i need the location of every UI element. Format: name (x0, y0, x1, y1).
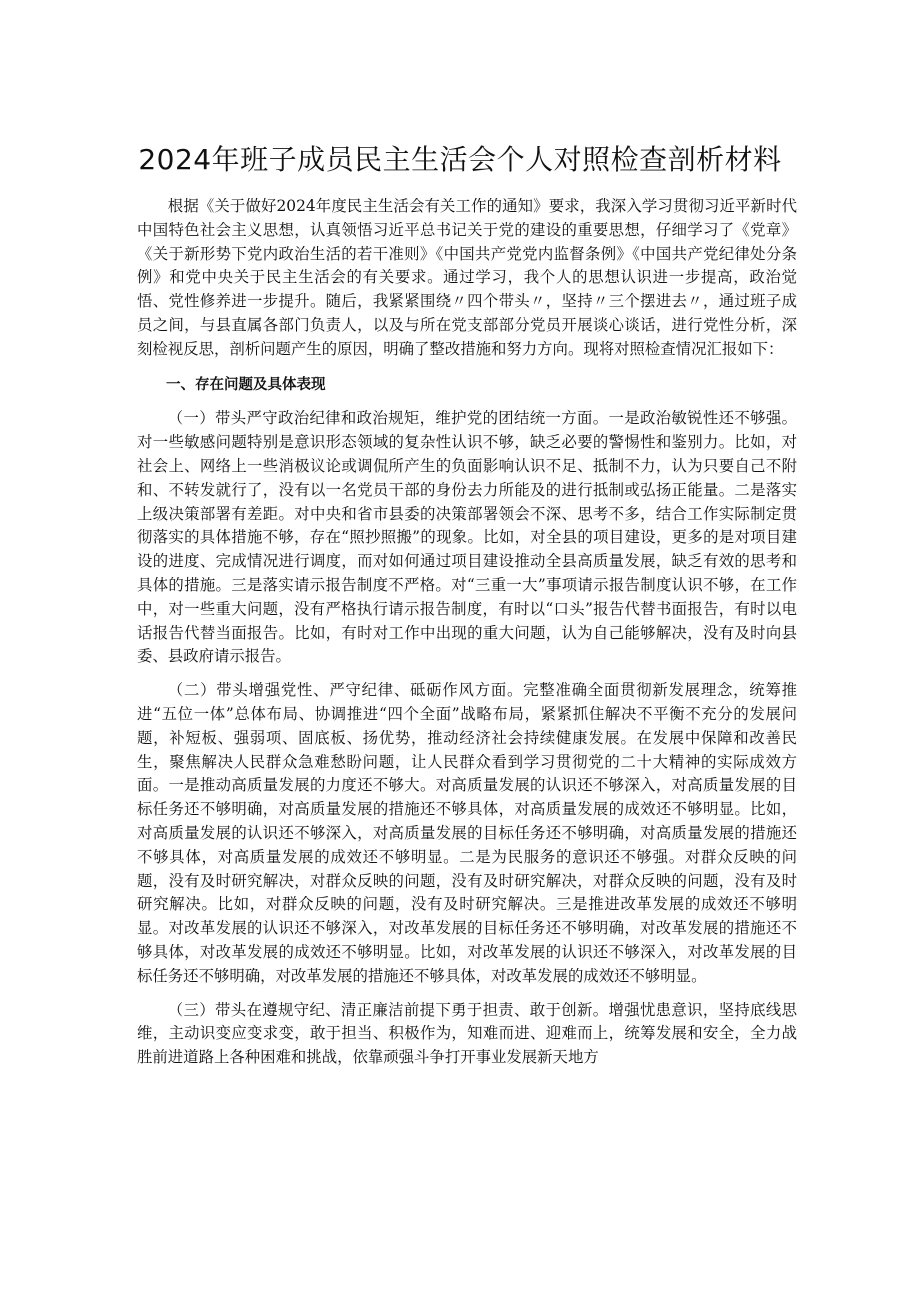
document-title: 2024年班子成员民主生活会个人对照检查剖析材料 (138, 143, 782, 176)
section-heading-problems: 一、存在问题及具体表现 (166, 376, 326, 393)
paragraph-party-spirit: （二）带头增强党性、严守纪律、砥砺作风方面。完整准确全面贯彻新发展理念，统筹推进“五位一体”总体布局、协调推进“四个全面”战略布局，紧紧抓住解决不平衡不充分的发展问题，补短板、强弱项、固底板、扬优势，推动经济社会持续健康发展。在发展中保障和改善民生，聚焦解决人民群众急难愁盼问题，让人民群众看到学习贯彻党的二十大精神的实际成效方面。一是推动高质量发展的力度还不够大。对高质量发展的认识还不够深入，对高质量发展的目标任务还不够明确，对高质量发展的措施还不够具体，对高质量发展的成效还不够明显。比如，对高质量发展的认识还不够深入，对高质量发展的目标任务还不够明确，对高质量发展的措施还不够具体，对高质量发展的成效还不够明显。二是为民服务的意识还不够强。对群众反映的问题，没有及时研究解决，对群众反映的问题，没有及时研究解决，对群众反映的问题，没有及时研究解决。比如，对群众反映的问题，没有及时研究解决。三是推进改革发展的成效还不够明显。对改革发展的认识还不够深入，对改革发展的目标任务还不够明确，对改革发展的措施还不够具体，对改革发展的成效还不够明显。比如，对改革发展的认识还不够深入，对改革发展的目标任务还不够明确，对改革发展的措施还不够具体，对改革发展的成效还不够明显。 (137, 681, 797, 985)
document-page (137, 0, 797, 1301)
paragraph-responsibility: （三）带头在遵规守纪、清正廉洁前提下勇于担责、敢于创新。增强忧患意识，坚持底线思维，主动识变应变求变，敢于担当、积极作为，知难而进、迎难而上，统筹发展和安全，全力战胜前进道路上各种困难和挑战，依靠顽强斗争打开事业发展新天地方 (137, 1000, 797, 1067)
document-body (137, 195, 797, 1070)
intro-paragraph: 根据《关于做好2024年度民主生活会有关工作的通知》要求，我深入学习贯彻习近平新时代中国特色社会主义思想，认真领悟习近平总书记关于党的建设的重要思想，仔细学习了《党章》《关于新形势下党内政治生活的若干准则》《中国共产党党内监督条例》《中国共产党纪律处分条例》和党中央关于民主生活会的有关要求。通过学习，我个人的思想认识进一步提高，政治觉悟、党性修养进一步提升。随后，我紧紧围绕〃四个带头〃，坚持〃三个摆进去〃，通过班子成员之间，与县直属各部门负责人，以及与所在党支部部分党员开展谈心谈话，进行党性分析，深刻检视反思，剖析问题产生的原因，明确了整改措施和努力方向。现将对照检查情况汇报如下： (137, 197, 797, 358)
paragraph-political-discipline: （一）带头严守政治纪律和政治规矩，维护党的团结统一方面。一是政治敏锐性还不够强。对一些敏感问题特别是意识形态领域的复杂性认识不够，缺乏必要的警惕性和鉴别力。比如，对社会上、网络上一些消极议论或调侃所产生的负面影响认识不足、抵制不力，认为只要自己不附和、不转发就行了，没有以一名党员干部的身份去力所能及的进行抵制或弘扬正能量。二是落实上级决策部署有差距。对中央和省市县委的决策部署领会不深、思考不多，结合工作实际制定贯彻落实的具体措施不够，存在“照抄照搬”的现象。比如，对全县的项目建设，更多的是对项目建设的进度、完成情况进行调度，而对如何通过项目建设推动全县高质量发展，缺乏有效的思考和具体的措施。三是落实请示报告制度不严格。对“三重一大”事项请示报告制度认识不够，在工作中，对一些重大问题，没有严格执行请示报告制度，有时以“口头”报告代替书面报告，有时以电话报告代替当面报告。比如，有时对工作中出现的重大问题，认为自己能够解决，没有及时向县委、县政府请示报告。 (137, 409, 797, 666)
